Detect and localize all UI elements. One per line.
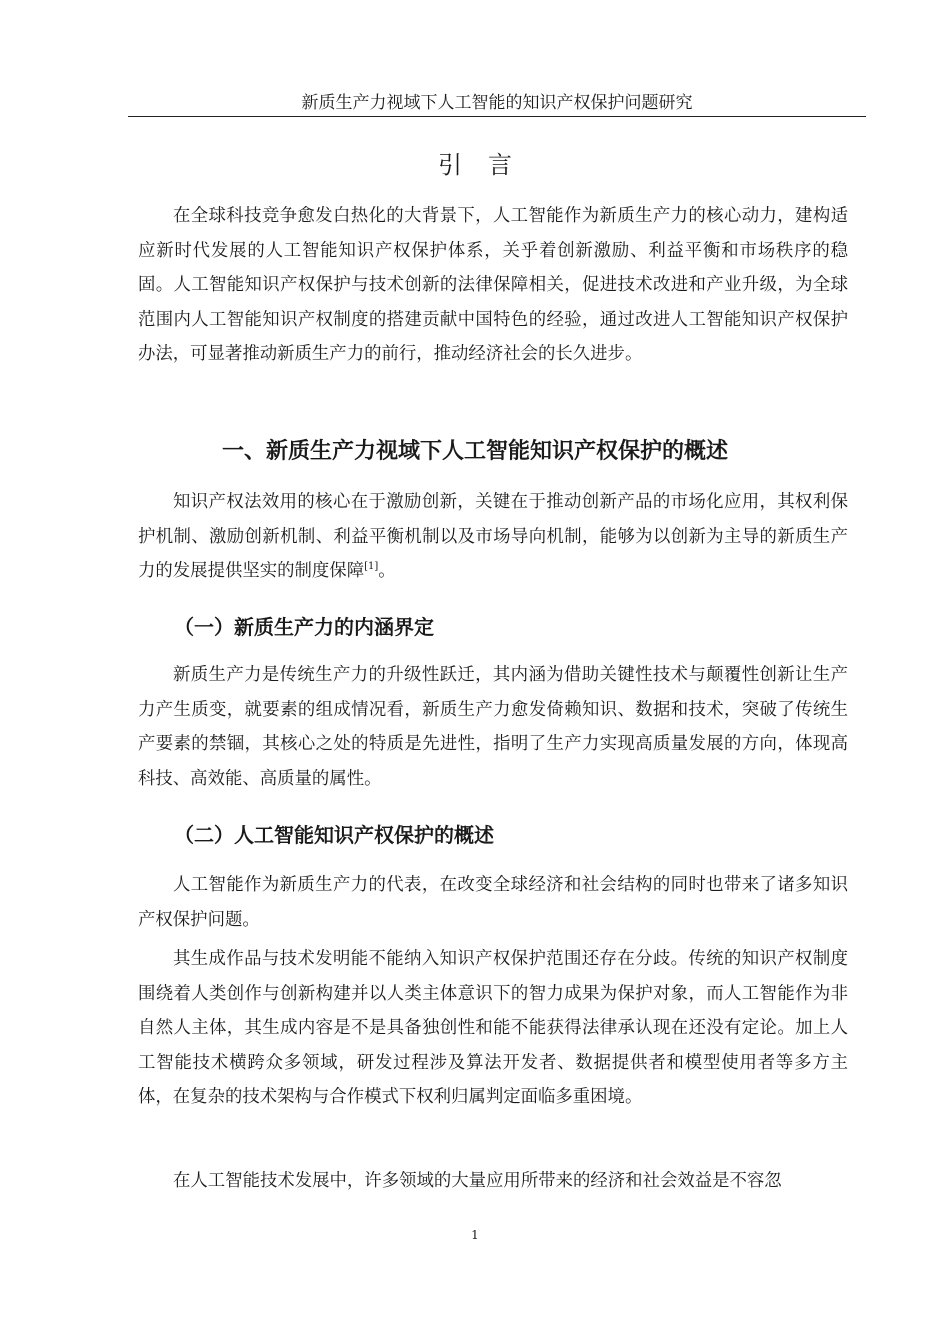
subsection-1-paragraph: 新质生产力是传统生产力的升级性跃迁，其内涵为借助关键性技术与颠覆性创新让生产力产生质变，就要素的组成情况看，新质生产力愈发倚赖知识、数据和技术，突破了传统生产要素的禁锢，其核心之处的特质是先进性，指明了生产力实现高质量发展的方向，体现高科技、高效能、高质量的属性。 bbox=[138, 665, 848, 789]
section-1-paragraph-end: 。 bbox=[378, 561, 396, 581]
section-heading-1: 一、新质生产力视域下人工智能知识产权保护的概述 bbox=[221, 439, 728, 464]
page-title: 引言 bbox=[438, 151, 538, 179]
section-1-paragraph bbox=[138, 485, 848, 589]
subsection-2-paragraph-2: 其生成作品与技术发明能不能纳入知识产权保护范围还存在分歧。传统的知识产权制度围绕着人类创作与创新构建并以人类主体意识下的智力成果为保护对象，而人工智能作为非自然人主体，其生成内容是不是具备独创性和能不能获得法律承认现在还没有定论。加上人工智能技术横跨众多领域，研发过程涉及算法开发者、数据提供者和模型使用者等多方主体，在复杂的技术架构与合作模式下权利归属判定面临多重困境。 bbox=[138, 949, 848, 1107]
subsection-2-paragraph-3: 在人工智能技术发展中，许多领域的大量应用所带来的经济和社会效益是不容忽 bbox=[173, 1171, 782, 1191]
page-number: 1 bbox=[471, 1228, 479, 1242]
intro-paragraph: 在全球科技竞争愈发白热化的大背景下，人工智能作为新质生产力的核心动力，建构适应新时代发展的人工智能知识产权保护体系，关乎着创新激励、利益平衡和市场秩序的稳固。人工智能知识产权保护与技术创新的法律保障相关，促进技术改进和产业升级，为全球范围内人工智能知识产权制度的搭建贡献中国特色的经验，通过改进人工智能知识产权保护办法，可显著推动新质生产力的前行，推动经济社会的长久进步。 bbox=[138, 206, 848, 364]
subsection-heading-2: （二）人工智能知识产权保护的概述 bbox=[174, 823, 494, 847]
section-1-paragraph-text: 知识产权法效用的核心在于激励创新，关键在于推动创新产品的市场化应用，其权利保护机制、激励创新机制、利益平衡机制以及市场导向机制，能够为以创新为主导的新质生产力的发展提供坚实的制度保障 bbox=[138, 492, 848, 581]
running-header: 新质生产力视域下人工智能的知识产权保护问题研究 bbox=[128, 90, 866, 117]
subsection-2-paragraph-1: 人工智能作为新质生产力的代表，在改变全球经济和社会结构的同时也带来了诸多知识产权保护问题。 bbox=[138, 875, 848, 930]
subsection-heading-1: （一）新质生产力的内涵界定 bbox=[174, 615, 434, 639]
citation-ref: [1] bbox=[364, 561, 379, 573]
